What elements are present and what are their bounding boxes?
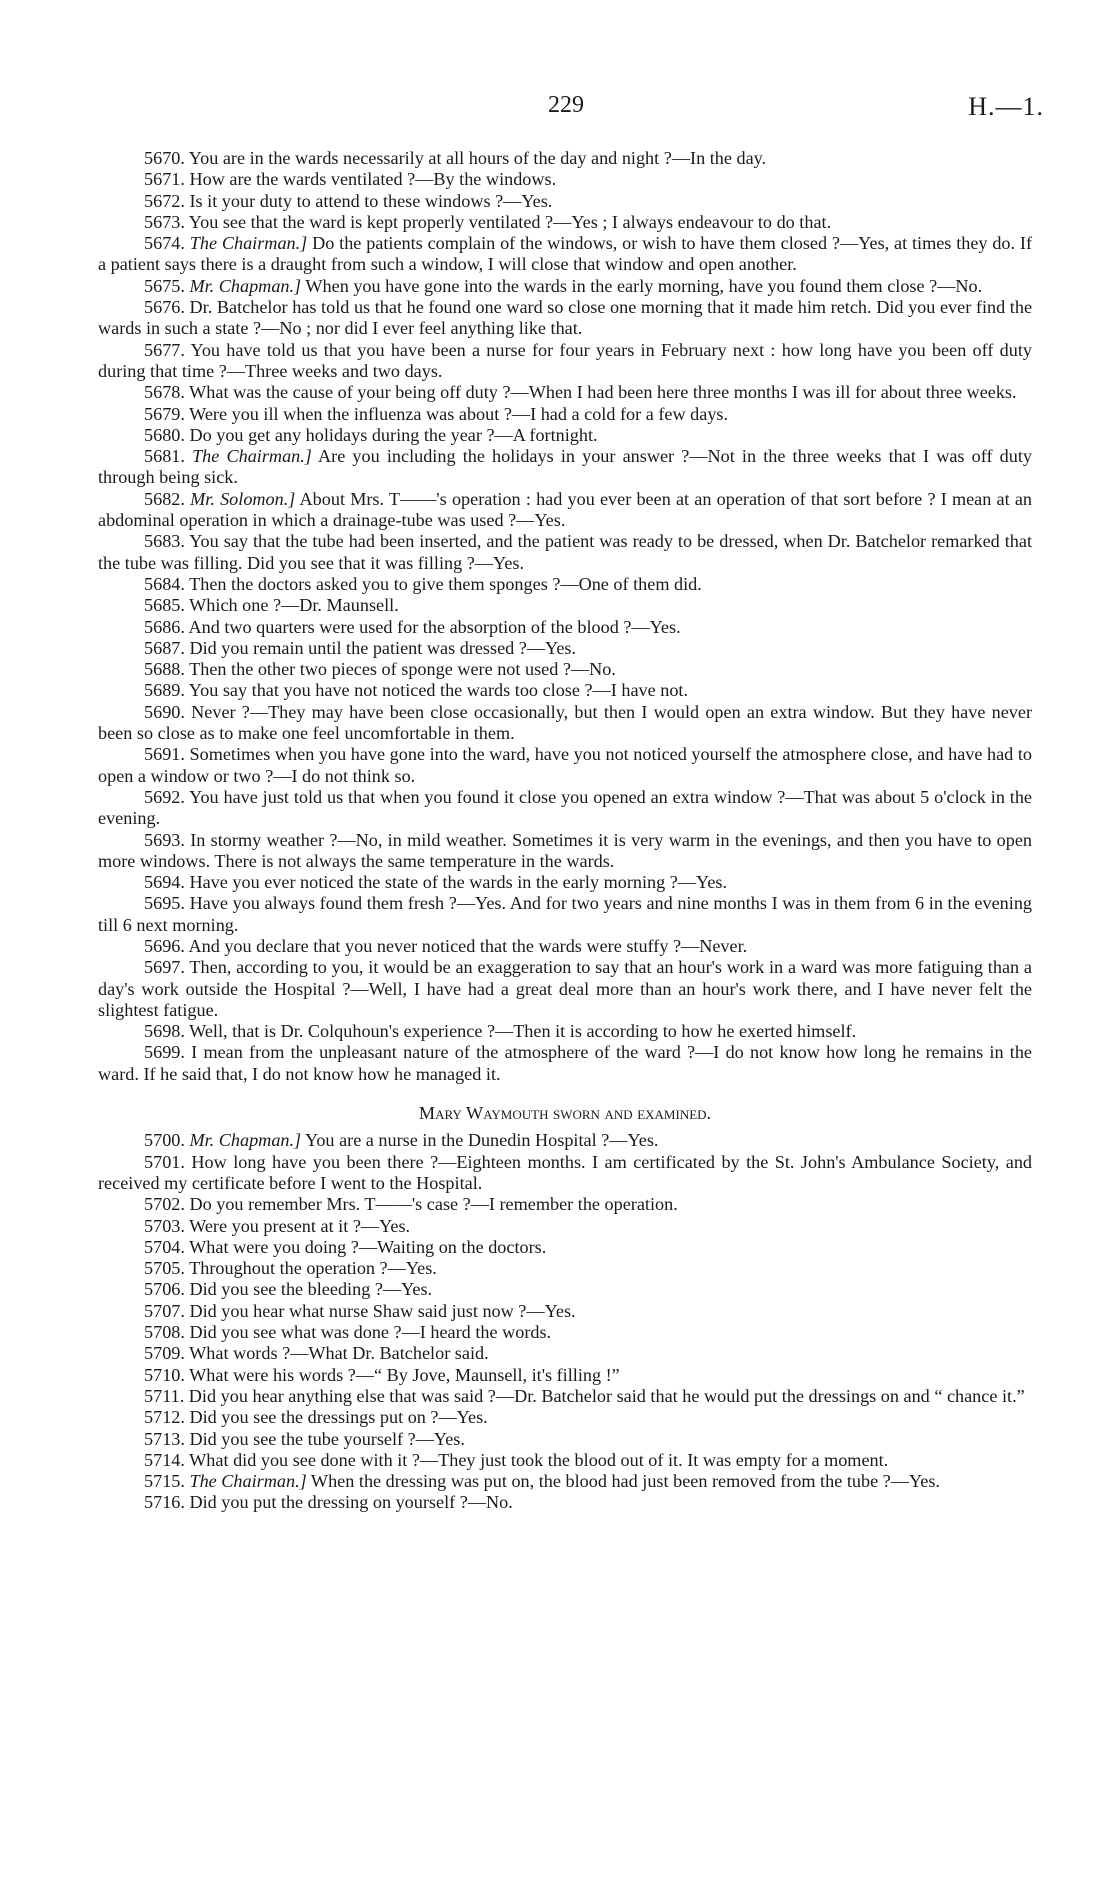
question-number: 5698. <box>144 1021 185 1042</box>
question-number: 5704. <box>144 1236 185 1257</box>
question-number: 5671. <box>144 169 185 190</box>
question-number: 5697. <box>144 957 185 978</box>
testimony-paragraph <box>98 1365 1032 1386</box>
testimony-paragraph <box>98 617 1032 638</box>
paragraph-text: I mean from the unpleasant nature of the atmosphere of the ward ?—I do not know how long he remains in the ward. If he said that, I do not know how he managed it. <box>98 1042 1032 1084</box>
testimony-paragraph <box>98 680 1032 701</box>
question-number: 5689. <box>144 680 185 701</box>
question-number: 5705. <box>144 1258 185 1279</box>
testimony-paragraph <box>98 595 1032 616</box>
question-number: 5677. <box>144 339 185 360</box>
testimony-section-2 <box>98 1130 1032 1513</box>
question-number: 5716. <box>144 1492 185 1513</box>
testimony-paragraph <box>98 425 1032 446</box>
testimony-paragraph <box>98 297 1032 340</box>
paragraph-text: You say that you have not noticed the wards too close ?—I have not. <box>188 680 689 701</box>
question-number: 5670. <box>144 148 185 168</box>
testimony-section-1 <box>98 148 1032 1085</box>
testimony-paragraph <box>98 787 1032 830</box>
paragraph-text: Have you ever noticed the state of the wards in the early morning ?—Yes. <box>189 872 728 893</box>
paragraph-text: Then, according to you, it would be an exaggeration to say that an hour's work in a ward was more fatiguing than a day's work outside the Hospital ?—Well, I have had a great deal more than an hour's work there, and I have never felt the slightest fatigue. <box>98 957 1033 1020</box>
document-reference: H.—1. <box>968 92 1044 121</box>
speaker-label: The Chairman.] <box>189 1471 307 1492</box>
testimony-paragraph <box>98 446 1032 489</box>
paragraph-text: What did you see done with it ?—They just took the blood out of it. It was empty for a moment. <box>189 1449 889 1470</box>
testimony-paragraph <box>98 1301 1032 1322</box>
paragraph-text: You have just told us that when you found it close you opened an extra window ?—That was about 5 o'clock in the evening. <box>98 786 1032 829</box>
testimony-paragraph <box>98 233 1032 276</box>
question-number: 5700. <box>144 1130 185 1151</box>
paragraph-text: Which one ?—Dr. Maunsell. <box>189 595 399 616</box>
question-number: 5699. <box>144 1042 185 1063</box>
speaker-label: Mr. Solomon.] <box>190 488 296 509</box>
question-number: 5690. <box>144 701 185 722</box>
question-number: 5710. <box>144 1364 185 1385</box>
testimony-paragraph <box>98 276 1032 297</box>
testimony-paragraph <box>98 489 1032 532</box>
paragraph-text: When the dressing was put on, the blood had just been removed from the tube ?—Yes. <box>310 1471 940 1492</box>
testimony-paragraph <box>98 872 1032 893</box>
testimony-paragraph <box>98 1258 1032 1279</box>
question-number: 5694. <box>144 872 185 893</box>
paragraph-text: In stormy weather ?—No, in mild weather. Sometimes it is very warm in the evenings, and then you have to open more windows. There is not always the same temperature in the wards. <box>98 829 1032 871</box>
testimony-paragraph <box>98 1450 1032 1471</box>
testimony-paragraph <box>98 936 1032 957</box>
testimony-paragraph <box>98 1471 1032 1492</box>
paragraph-text: Did you see the bleeding ?—Yes. <box>189 1279 433 1300</box>
testimony-paragraph <box>98 744 1032 787</box>
paragraph-text: About Mrs. T——'s operation : had you ever been at an operation of that sort before ? I mean at an abdominal operation in which a drainage-tube was used ?—Yes. <box>98 488 1033 531</box>
question-number: 5673. <box>144 211 185 232</box>
question-number: 5696. <box>144 935 185 956</box>
testimony-paragraph <box>98 148 1032 169</box>
testimony-paragraph <box>98 574 1032 595</box>
paragraph-text: How long have you been there ?—Eighteen months. I am certificated by the St. John's Ambulance Society, and received my certificate before I went to the Hospital. <box>98 1151 1033 1193</box>
question-number: 5678. <box>144 382 185 403</box>
paragraph-text: Then the other two pieces of sponge were not used ?—No. <box>189 659 616 680</box>
question-number: 5692. <box>144 786 185 807</box>
question-number: 5713. <box>144 1428 185 1449</box>
question-number: 5708. <box>144 1322 185 1343</box>
testimony-paragraph <box>98 1021 1032 1042</box>
testimony-paragraph <box>98 1194 1032 1215</box>
question-number: 5712. <box>144 1407 185 1428</box>
paragraph-text: Did you hear anything else that was said ?—Dr. Batchelor said that he would put the dressings on and “ chance it.” <box>188 1385 1025 1406</box>
page-number: 229 <box>548 92 584 118</box>
testimony-paragraph <box>98 404 1032 425</box>
paragraph-text: Sometimes when you have gone into the ward, have you not noticed yourself the atmosphere close, and have had to open a window or two ?—I do not think so. <box>98 744 1032 786</box>
paragraph-text: Have you always found them fresh ?—Yes. And for two years and nine months I was in them from 6 in the evening till 6 next morning. <box>98 893 1033 935</box>
section-heading: Mary Waymouth sworn and examined. <box>418 1103 712 1124</box>
paragraph-text: Do you remember Mrs. T——'s case ?—I remember the operation. <box>189 1194 678 1215</box>
question-number: 5686. <box>144 616 185 637</box>
question-number: 5688. <box>144 659 185 680</box>
testimony-paragraph <box>98 1237 1032 1258</box>
paragraph-text: Is it your duty to attend to these windows ?—Yes. <box>189 190 553 211</box>
testimony-paragraph <box>98 1386 1032 1407</box>
question-number: 5703. <box>144 1215 185 1236</box>
question-number: 5680. <box>144 424 185 445</box>
question-number: 5706. <box>144 1279 185 1300</box>
paragraph-text: Did you see what was done ?—I heard the words. <box>189 1322 552 1343</box>
testimony-paragraph <box>98 1152 1032 1195</box>
testimony-paragraph <box>98 702 1032 745</box>
question-number: 5709. <box>144 1343 185 1364</box>
paragraph-text: Were you present at it ?—Yes. <box>189 1215 411 1236</box>
paragraph-text: How are the wards ventilated ?—By the windows. <box>189 169 557 190</box>
paragraph-text: And two quarters were used for the absorption of the blood ?—Yes. <box>188 616 681 637</box>
question-number: 5701. <box>144 1151 185 1172</box>
question-number: 5691. <box>144 744 185 765</box>
paragraph-text: Did you put the dressing on yourself ?—No. <box>189 1492 513 1513</box>
testimony-paragraph <box>98 212 1032 233</box>
testimony-paragraph <box>98 1042 1032 1085</box>
paragraph-text: What were his words ?—“ By Jove, Maunsell, it's filling !” <box>189 1364 620 1385</box>
testimony-paragraph <box>98 1216 1032 1237</box>
paragraph-text: Then the doctors asked you to give them sponges ?—One of them did. <box>189 573 702 594</box>
testimony-paragraph <box>98 659 1032 680</box>
question-number: 5674. <box>144 233 185 254</box>
question-number: 5672. <box>144 190 185 211</box>
testimony-paragraph <box>98 1322 1032 1343</box>
paragraph-text: When you have gone into the wards in the early morning, have you found them close ?—No. <box>305 275 983 296</box>
testimony-paragraph <box>98 1492 1032 1513</box>
paragraph-text: What were you doing ?—Waiting on the doctors. <box>189 1236 547 1257</box>
question-number: 5684. <box>144 573 185 594</box>
paragraph-text: You are a nurse in the Dunedin Hospital ?—Yes. <box>305 1130 659 1151</box>
testimony-paragraph <box>98 340 1032 383</box>
testimony-paragraph <box>98 1130 1032 1151</box>
question-number: 5702. <box>144 1194 185 1215</box>
testimony-paragraph <box>98 1429 1032 1450</box>
paragraph-text: Dr. Batchelor has told us that he found one ward so close one morning that it made him retch. Did you ever find the wards in such a state ?—No ; nor did I ever feel anything like that. <box>98 297 1033 339</box>
paragraph-text: Did you hear what nurse Shaw said just now ?—Yes. <box>189 1300 576 1321</box>
question-number: 5714. <box>144 1449 185 1470</box>
paragraph-text: Were you ill when the influenza was about ?—I had a cold for a few days. <box>189 403 729 424</box>
testimony-paragraph <box>98 1279 1032 1300</box>
paragraph-text: What words ?—What Dr. Batchelor said. <box>189 1343 489 1364</box>
paragraph-text: Did you see the dressings put on ?—Yes. <box>189 1407 488 1428</box>
question-number: 5715. <box>144 1471 185 1492</box>
paragraph-text: You are in the wards necessarily at all hours of the day and night ?—In the day. <box>188 148 767 168</box>
question-number: 5711. <box>144 1385 185 1406</box>
paragraph-text: You say that the tube had been inserted, and the patient was ready to be dressed, when Dr. Batchelor remarked that the tube was filling. Did you see that it was filling ?—Yes. <box>98 531 1032 573</box>
testimony-paragraph <box>98 957 1032 1021</box>
paragraph-text: And you declare that you never noticed that the wards were stuffy ?—Never. <box>188 935 748 956</box>
question-number: 5675. <box>144 275 185 296</box>
question-number: 5685. <box>144 595 185 616</box>
speaker-label: The Chairman.] <box>189 233 308 254</box>
testimony-paragraph <box>98 893 1032 936</box>
paragraph-text: Did you remain until the patient was dressed ?—Yes. <box>189 637 577 658</box>
question-number: 5682. <box>144 488 185 509</box>
paragraph-text: Are you including the holidays in your answer ?—Not in the three weeks that I was off duty through being sick. <box>98 446 1033 488</box>
paragraph-text: You see that the ward is kept properly ventilated ?—Yes ; I always endeavour to do that. <box>188 211 832 232</box>
speaker-label: The Chairman.] <box>192 446 312 467</box>
speaker-label: Mr. Chapman.] <box>189 1130 302 1151</box>
testimony-paragraph <box>98 382 1032 403</box>
paragraph-text: Did you see the tube yourself ?—Yes. <box>189 1428 465 1449</box>
paragraph-text: Do the patients complain of the windows, or wish to have them closed ?—Yes, at times they do. If a patient says there is a draught from such a window, I will close that window and open another. <box>98 233 1033 275</box>
testimony-paragraph <box>98 169 1032 190</box>
testimony-paragraph <box>98 830 1032 873</box>
question-number: 5687. <box>144 637 185 658</box>
question-number: 5683. <box>144 531 185 552</box>
question-number: 5695. <box>144 893 185 914</box>
question-number: 5681. <box>144 446 185 467</box>
testimony-paragraph <box>98 531 1032 574</box>
testimony-paragraph <box>98 191 1032 212</box>
paragraph-text: Well, that is Dr. Colquhoun's experience ?—Then it is according to how he exerted himself. <box>189 1021 857 1042</box>
testimony-paragraph <box>98 1407 1032 1428</box>
page-header <box>0 92 1114 132</box>
question-number: 5707. <box>144 1300 185 1321</box>
paragraph-text: What was the cause of your being off duty ?—When I had been here three months I was ill for about three weeks. <box>189 382 1017 403</box>
speaker-label: Mr. Chapman.] <box>189 275 302 296</box>
question-number: 5693. <box>144 829 185 850</box>
body-text <box>98 148 1032 1514</box>
question-number: 5679. <box>144 403 185 424</box>
paragraph-text: Throughout the operation ?—Yes. <box>189 1258 437 1279</box>
question-number: 5676. <box>144 297 185 318</box>
paragraph-text: You have told us that you have been a nurse for four years in February next : how long have you been off duty during that time ?—Three weeks and two days. <box>98 339 1032 381</box>
testimony-paragraph <box>98 1343 1032 1364</box>
testimony-paragraph <box>98 638 1032 659</box>
paragraph-text: Never ?—They may have been close occasionally, but then I would open an extra window. But they have never been so close as to make one feel uncomfortable in them. <box>98 701 1033 744</box>
paragraph-text: Do you get any holidays during the year ?—A fortnight. <box>189 424 598 445</box>
